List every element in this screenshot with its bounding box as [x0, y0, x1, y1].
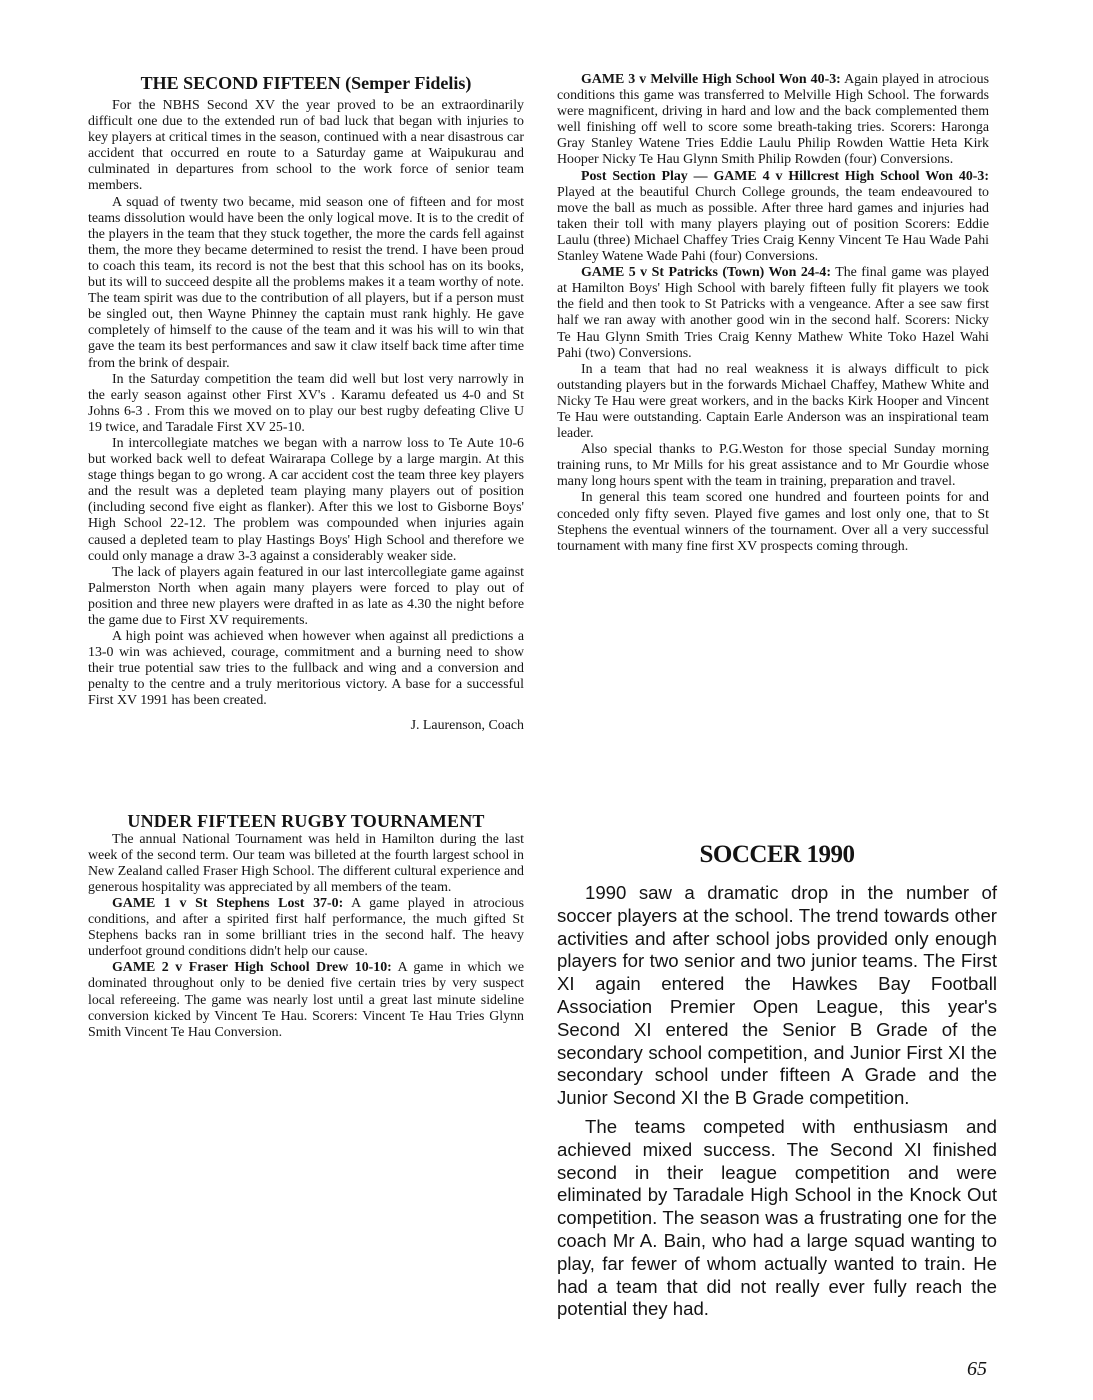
coach-signature: J. Laurenson, Coach: [410, 717, 524, 733]
second-fifteen-paragraph: A high point was achieved when however when against all predictions a 13-0 win was achieved, courage, commitment and a burning need to show their true potential saw tries to the fullback and wing and a conversion and penalty to the centre and a truly meritorious victory. A base for a successful First XV 1991 has been created.: [88, 629, 524, 709]
game-2-text: A game in which we dominated throughout only to be denied five certain tries by very suspect local refereeing. The game was nearly lost until a great last minute sideline conversion kicked by Vincent Te Hau. Scorers: Vincent Te Hau Tries Glynn Smith Vincent Te Hau Conversion.: [88, 960, 524, 1040]
game-5-text: The final game was played at Hamilton Boys' High School with barely fifteen fully fit players we took the field and then took to St Patricks with a vengeance. After a see saw first half we ran away with another good win in the second half. Scorers: Nicky Te Hau Glynn Smith Tries Craig Kenny Mathew White Toko Hazel Wahi Pahi (two) Conversions.: [557, 265, 989, 361]
game-1-report: [88, 896, 524, 960]
second-fifteen-paragraph: In intercollegiate matches we began with a narrow loss to Te Aute 10-6 but worked back well to defeat Wairarapa College by a large margin. At this stage things began to go wrong. A car accident cost the team three key players and the result was a depleted team playing many players out of position (including second five eight as flanker). After this we lost to Gisborne Boys' High School 22-12. The problem was compounded when injuries again caused a depleted team to play Hastings Boys' High School and therefore we could only manage a draw 3-3 against a considerably weaker side.: [88, 435, 524, 564]
second-fifteen-paragraph: The lack of players again featured in our last intercollegiate game against Palmerston North when again many players were forced to play out of position and three new players were drafted in as late as 4.30 the night before the game due to First XV requirements.: [88, 564, 524, 628]
game-2-lead: GAME 2 v Fraser High School Drew 10-10:: [112, 960, 392, 976]
game-3-text: Again played in atrocious conditions this game was transferred to Melville High School. The forwards were magnificent, driving in hard and low and the back complemented them well finishing off well to score some breath-taking tries. Scorers: Haronga Gray Stanley Watene Tries Eddie Laulu Philip Rowden Wattie Heta Kirk Hooper Nicky Te Hau Glynn Smith Philip Rowden (four) Conversions.: [557, 72, 989, 168]
second-fifteen-paragraph: For the NBHS Second XV the year proved to be an extraordinarily difficult one due to the extended run of bad luck that began with injuries to key players at critical times in the season, continued with a near disastrous car accident that occurred en route to a Saturday game at Waipukurau and culminated in departures from school to the work force of senior team members.: [88, 98, 524, 194]
second-fifteen-paragraph: A squad of twenty two became, mid season one of fifteen and for most teams dissolution would have been the only logical move. It is to the credit of the players in the team that they stuck together, the more the cards fell against them, the more they became determined to resist the trend. I have been proud to coach this team, its record is not the best that this school has on its books, but its will to succeed despite all the problems makes it a team worthy of note. The team spirit was due to the contribution of all players, but if a person must be singled out, then Wayne Phinney the captain must rank highly. He gave completely of himself to the cause of the team and it was his will to win that gave the team its best performances and saw it claw itself back time after time from the brink of despair.: [88, 194, 524, 371]
under-fifteen-heading: UNDER FIFTEEN RUGBY TOURNAMENT: [127, 810, 485, 831]
game-4-lead: Post Section Play — GAME 4 v Hillcrest High School Won 40-3:: [581, 168, 989, 184]
soccer-paragraph: The teams competed with enthusiasm and achieved mixed success. The Second XI finished second in their league competition and were eliminated by Taradale High School in the Knock Out competition. The season was a frustrating one for the coach Mr A. Bain, who had a large squad wanting to play, far fewer of whom actually wanted to train. He had a team that did not really ever fully reach the potential they had.: [557, 1115, 997, 1320]
game-1-text: A game played in atrocious conditions, and after a spirited first half performance, the much gifted St Stephens backs ran in some brilliant tries in the second half. The heavy underfoot ground conditions didn't help our cause.: [88, 895, 524, 960]
under-fifteen-closing: In general this team scored one hundred and fourteen points for and conceded only fifty seven. Played five games and lost only one, that to St Stephens the eventual winners of the tournament. Over all a very successful tournament with many fine first XV prospects coming through.: [557, 490, 989, 554]
second-fifteen-heading: THE SECOND FIFTEEN (Semper Fidelis): [140, 73, 472, 93]
under-fifteen-closing: Also special thanks to P.G.Weston for those special Sunday morning training runs, to Mr Mills for his great assistance and to Mr Gourdie whose many long hours spent with the team in training, preparation and travel.: [557, 442, 989, 490]
under-fifteen-closing: In a team that had no real weakness it is always difficult to pick outstanding players but in the forwards Michael Chaffey, Mathew White and Nicky Te Hau were great workers, and in the backs Kirk Hooper and Vincent Te Hau were outstanding. Captain Earle Anderson was an inspirational team leader.: [557, 361, 989, 442]
soccer-paragraph: 1990 saw a dramatic drop in the number of soccer players at the school. The trend towards other activities and after school jobs provided only enough players for two senior and two junior teams. The First XI again entered the Hawkes Bay Football Association Premier Open League, this year's Second XI entered the Senior B Grade of the secondary school competition, and Junior First XI the secondary school under fifteen A Grade and the Junior Second XI the B Grade competition.: [557, 882, 997, 1109]
game-3-report: [557, 72, 989, 169]
game-2-report: [88, 960, 524, 1040]
game-5-report: [557, 265, 989, 362]
right-column-bottom: [557, 840, 997, 1321]
left-column: [88, 72, 524, 1041]
game-3-lead: GAME 3 v Melville High School Won 40-3:: [581, 72, 841, 87]
soccer-heading: SOCCER 1990: [699, 841, 855, 868]
game-5-lead: GAME 5 v St Patricks (Town) Won 24-4:: [581, 265, 831, 281]
under-fifteen-intro: The annual National Tournament was held in Hamilton during the last week of the second term. Our team was billeted at the fourth largest school in New Zealand called Fraser High School. The different cultural experience and generous hospitality was appreciated by all members of the team.: [88, 831, 524, 895]
page-number: 65: [967, 1358, 987, 1380]
game-4-text: Played at the beautiful Church College grounds, the team endeavoured to move the ball as much as possible. After three hard games and injuries had taken their toll with many players playing out of position Scorers: Eddie Laulu (three) Michael Chaffey Tries Craig Kenny Vincent Te Hau Wade Pahi Stanley Watene Wade Pahi (four) Conversions.: [557, 184, 989, 265]
right-column-top: [557, 72, 989, 555]
second-fifteen-paragraph: In the Saturday competition the team did well but lost very narrowly in the early season against other First XV's . Karamu defeated us 4-0 and St Johns 6-3 . From this we moved on to play our best rugby defeating Clive U 19 twice, and Taradale First XV 25-10.: [88, 371, 524, 435]
game-4-report: [557, 169, 989, 266]
game-1-lead: GAME 1 v St Stephens Lost 37-0:: [112, 895, 344, 911]
